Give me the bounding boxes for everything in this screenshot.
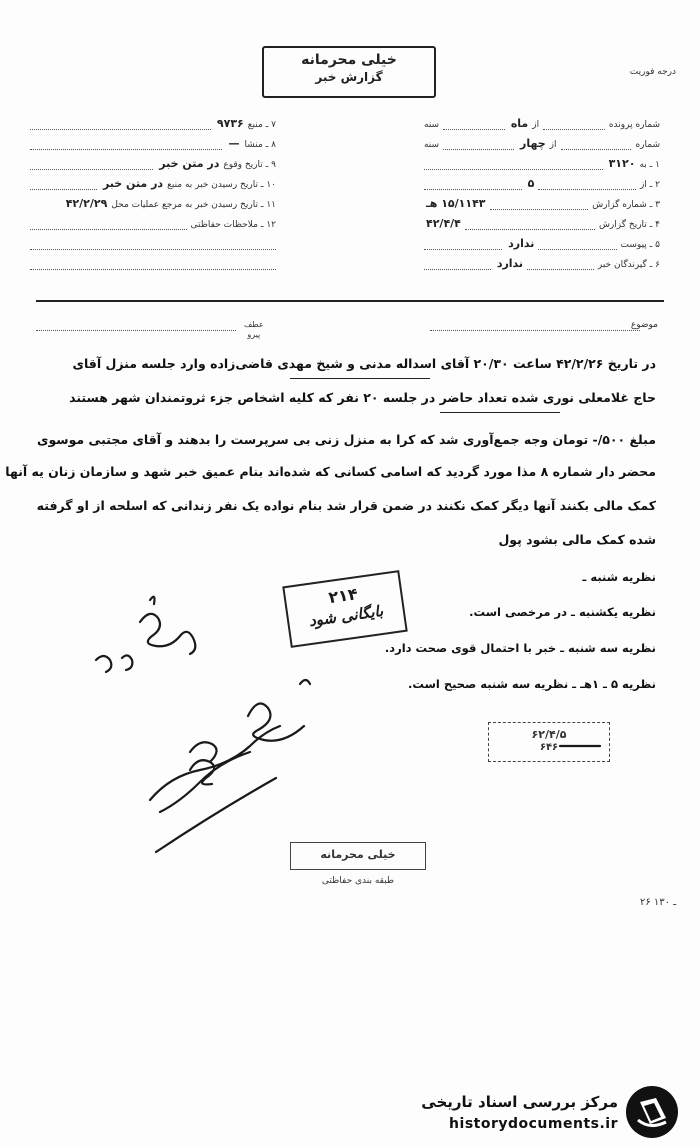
ref-note: عطف پیرو [244, 320, 264, 339]
form-field: ۳ ـ شماره گزارش ۱۵/۱۱۴۳ هـ [426, 197, 660, 210]
body-line: شده کمک مالی بشود پول [498, 532, 656, 547]
form-field: ۱۲ ـ ملاحظات حفاظتی [26, 210, 276, 230]
stamp-top-line1: خیلی محرمانه [301, 52, 397, 68]
footer-url[interactable]: historydocuments.ir [449, 1116, 618, 1132]
classification-stamp-caption: طبقه بندی حفاظتی [321, 876, 395, 886]
archive-stamp-text: بایگانی شود [307, 601, 385, 631]
form-field: ۵ ـ پیوست ندارد [420, 230, 660, 250]
stamp-top-line2: گزارش خبر [315, 70, 383, 84]
form-field: ۹ ـ تاریخ وقوع در متن خبر [26, 150, 276, 170]
form-field: ۱ ـ به ۳۱۲۰ [420, 150, 660, 170]
archive-logo-icon [624, 1084, 680, 1140]
body-line: حاج غلامعلی نوری شده تعداد حاضر در جلسه ۲۰ نفر که کلیه اشخاص جزء ثروتمندان شهر هستند [69, 390, 656, 405]
form-field: ۷ ـ منبع ۹۷۳۶ [26, 110, 276, 130]
body-line: محضر دار شماره ۸ مذا مورد گردید که اسامی کسانی که شده‌اند بنام عمیق خبر شهد و سازمان زنان یه آنها [5, 464, 656, 479]
form-field: شماره از چهار سنه [423, 137, 660, 150]
form-field: شماره پرونده از ماه سنه [424, 117, 660, 130]
comment-line: نظریه یکشنبه ـ در مرخصی است. [469, 605, 656, 619]
form-field: ۱۰ ـ تاریخ رسیدن خبر به منبع در متن خبر [26, 170, 276, 190]
form-field: ۴ ـ تاریخ گزارش ۴۲/۴/۴ [426, 217, 660, 230]
form-field: ۶ ـ گیرندگان خبر ندارد [420, 250, 660, 270]
date-stamp-line1: ۶۲/۴/۵ [531, 728, 567, 741]
urgency-label: درجه فوریت [629, 67, 676, 77]
comment-line: نظریه سه شنبه ـ خبر با احتمال قوی صحت دارد. [384, 641, 656, 655]
date-stamp-line2: ۶۴۶ [539, 742, 559, 753]
comment-line: نظریه شنبه ـ [582, 570, 656, 584]
classification-stamp-bottom: خیلی محرمانه [290, 842, 426, 870]
body-line: مبلغ ۵۰۰/- تومان وجه جمع‌آوری شد که کرا به منزل زنی بی سرپرست را بدهند و آقای مجتبی موسوی [37, 432, 656, 447]
form-field: ۲ ـ از ۵ [420, 170, 660, 190]
body-line: در تاریخ ۴۲/۲/۲۶ ساعت ۲۰/۳۰ آقای اسداله مدنی و شیخ مهدی قاضی‌زاده وارد جلسه منزل آقای [72, 356, 656, 371]
body-line: کمک مالی بکنند آنها دیگر کمک نکنند در ضمن قرار شد بنام نواده یک نفر زندانی که اسلحه از او گرفته [36, 498, 656, 513]
form-code: ۲۶ ـ ۱۳۰ [640, 897, 677, 908]
form-field: ۸ ـ منشا — [26, 130, 276, 150]
footer-org-name: مرکز بررسی اسناد تاریخی [421, 1093, 618, 1111]
comment-line: نظریه ۵ ـ ۱هـ ـ نظریه سه شنبه صحیح است. [408, 677, 656, 691]
subject-label: موضوع [630, 320, 658, 330]
form-field: ۱۱ ـ تاریخ رسیدن خبر به مرجع عملیات محل ۴۲/۲/۲۹ [65, 197, 276, 210]
archive-stamp-number: ۲۱۴ [327, 584, 359, 608]
